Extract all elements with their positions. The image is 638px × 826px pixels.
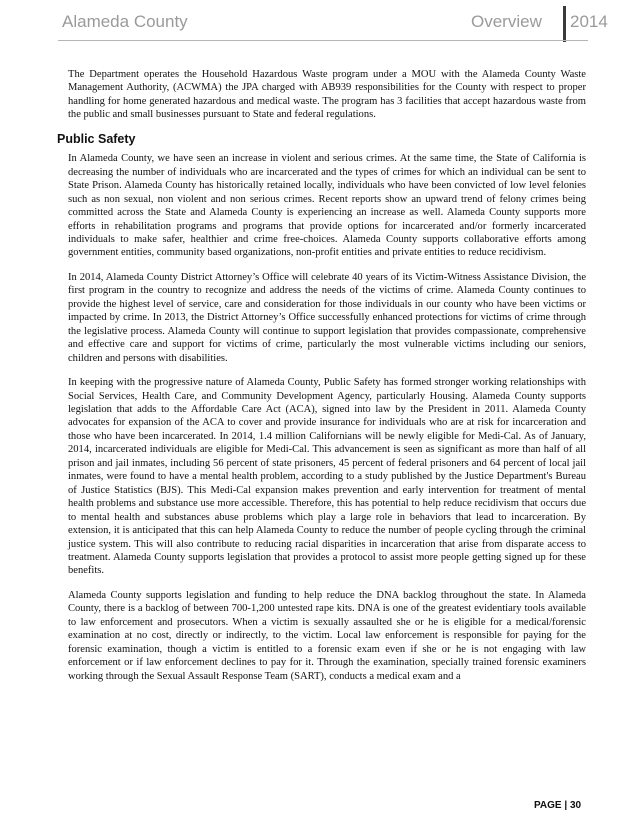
header-overview: Overview [471, 12, 542, 31]
paragraph: In 2014, Alameda County District Attorney’s Office will celebrate 40 years of its Victim-Witness Assistance Division, the first program in the country to recognize and address the needs of the victims of crime. Alameda County continues to provide the highest level of service, care and consideration for those individuals in our county who have been victims or impacted by crime. In 2013, the District Attorney’s Office successfully enhanced protections for victims of crime through the legislative process. Alameda County will continue to support legislation that provides compassionate, comprehensive and effective care and support for victims of crime, particularly the most vulnerable victims including our seniors, children and persons with disabilities. [68, 271, 586, 364]
paragraph: In Alameda County, we have seen an increase in violent and serious crimes. At the same time, the State of California is decreasing the number of individuals who are incarcerated and the types of crimes for which an individual can be sent to State Prison. Alameda County has historically retained locally, individuals who have been convicted of low level felonies such as non sexual, non violent and non serious crimes. Recent reports show an upward trend of felony crimes being committed across the State and Alameda County is experiencing an increase as well. Alameda County supports more efforts in rehabilitation programs and programs that provide options for incarcerated and/or formerly incarcerated individuals to make safer, healthier and crime free-choices. Alameda County supports collaborative efforts among government entities, community based organizations, non-profit entities and private entities to reduce recidivism. [68, 153, 586, 259]
section-title: Public Safety [57, 131, 136, 146]
paragraph: In keeping with the progressive nature of Alameda County, Public Safety has formed stronger working relationships with Social Services, Health Care, and Community Development Agency, particularly Housing. Alameda County supports legislation that adds to the Affordable Care Act (ACA), signed into law by the President in 2011. Alameda County advocates for expansion of the ACA to cover and provide insurance for individuals who are at risk for incarceration and those who have been incarcerated. In 2014, 1.4 million Californians will be newly eligible for Medi-Cal. As of January, 2014, incarcerated individuals are eligible for Medi-Cal. This advancement is seen as significant as more than half of all prison and jail inmates, including 56 percent of state prisoners, 45 percent of federal prisoners and 64 percent of local jail inmates, were found to have a mental health problem, according to a study published by the Justice Department's Bureau of Justice Statistics (BJS). This Medi-Cal expansion makes prevention and early intervention for treatment of mental health problems and substance use more accessible. Therefore, this has potential to help reduce recidivism that occurs due to mental health and substances abuse problems which play a large role in behaviors that lead to incarceration. By extension, it is anticipated that this can help Alameda County to reduce the number of people cycling through the criminal justice system. This will also contribute to reducing racial disparities in incarceration that arise from disparate access to treatment. Alameda County supports legislation that provides a protocol to assist more people getting signed up for these benefits. [68, 377, 586, 577]
header-divider [563, 6, 566, 42]
intro-paragraph: The Department operates the Household Hazardous Waste program under a MOU with the Alameda County Waste Management Authority, (ACWMA) the JPA charged with AB939 responsibilities for the County with respect to proper handling for home generated hazardous and medical waste. The program has 3 facilities that accept hazardous waste from the public and small businesses pursuant to State and federal regulations. [68, 69, 586, 121]
document-body [57, 68, 586, 694]
page-header [58, 0, 608, 40]
header-county: Alameda County [62, 12, 188, 31]
paragraph: Alameda County supports legislation and funding to help reduce the DNA backlog throughout the state. In Alameda County, there is a backlog of between 700-1,200 untested rape kits. DNA is one of the greatest evidentiary tools available to law enforcement and prosecutors. When a victim is sexually assaulted she or he is eligible for a medical/forensic examination at no cost, directly or indirectly, to the victim. Local law enforcement is responsible for paying for the forensic examination, though a victim is entitled to a forensic exam even if she or he is not engaging with law enforcement or if law enforcement declines to pay for it. Through the examination, specially trained forensic examiners working through the Sexual Assault Response Team (SART), conducts a medical exam and a [68, 589, 586, 682]
header-rule [58, 40, 588, 41]
page-number: PAGE | 30 [534, 800, 582, 811]
header-year: 2014 [570, 12, 608, 31]
